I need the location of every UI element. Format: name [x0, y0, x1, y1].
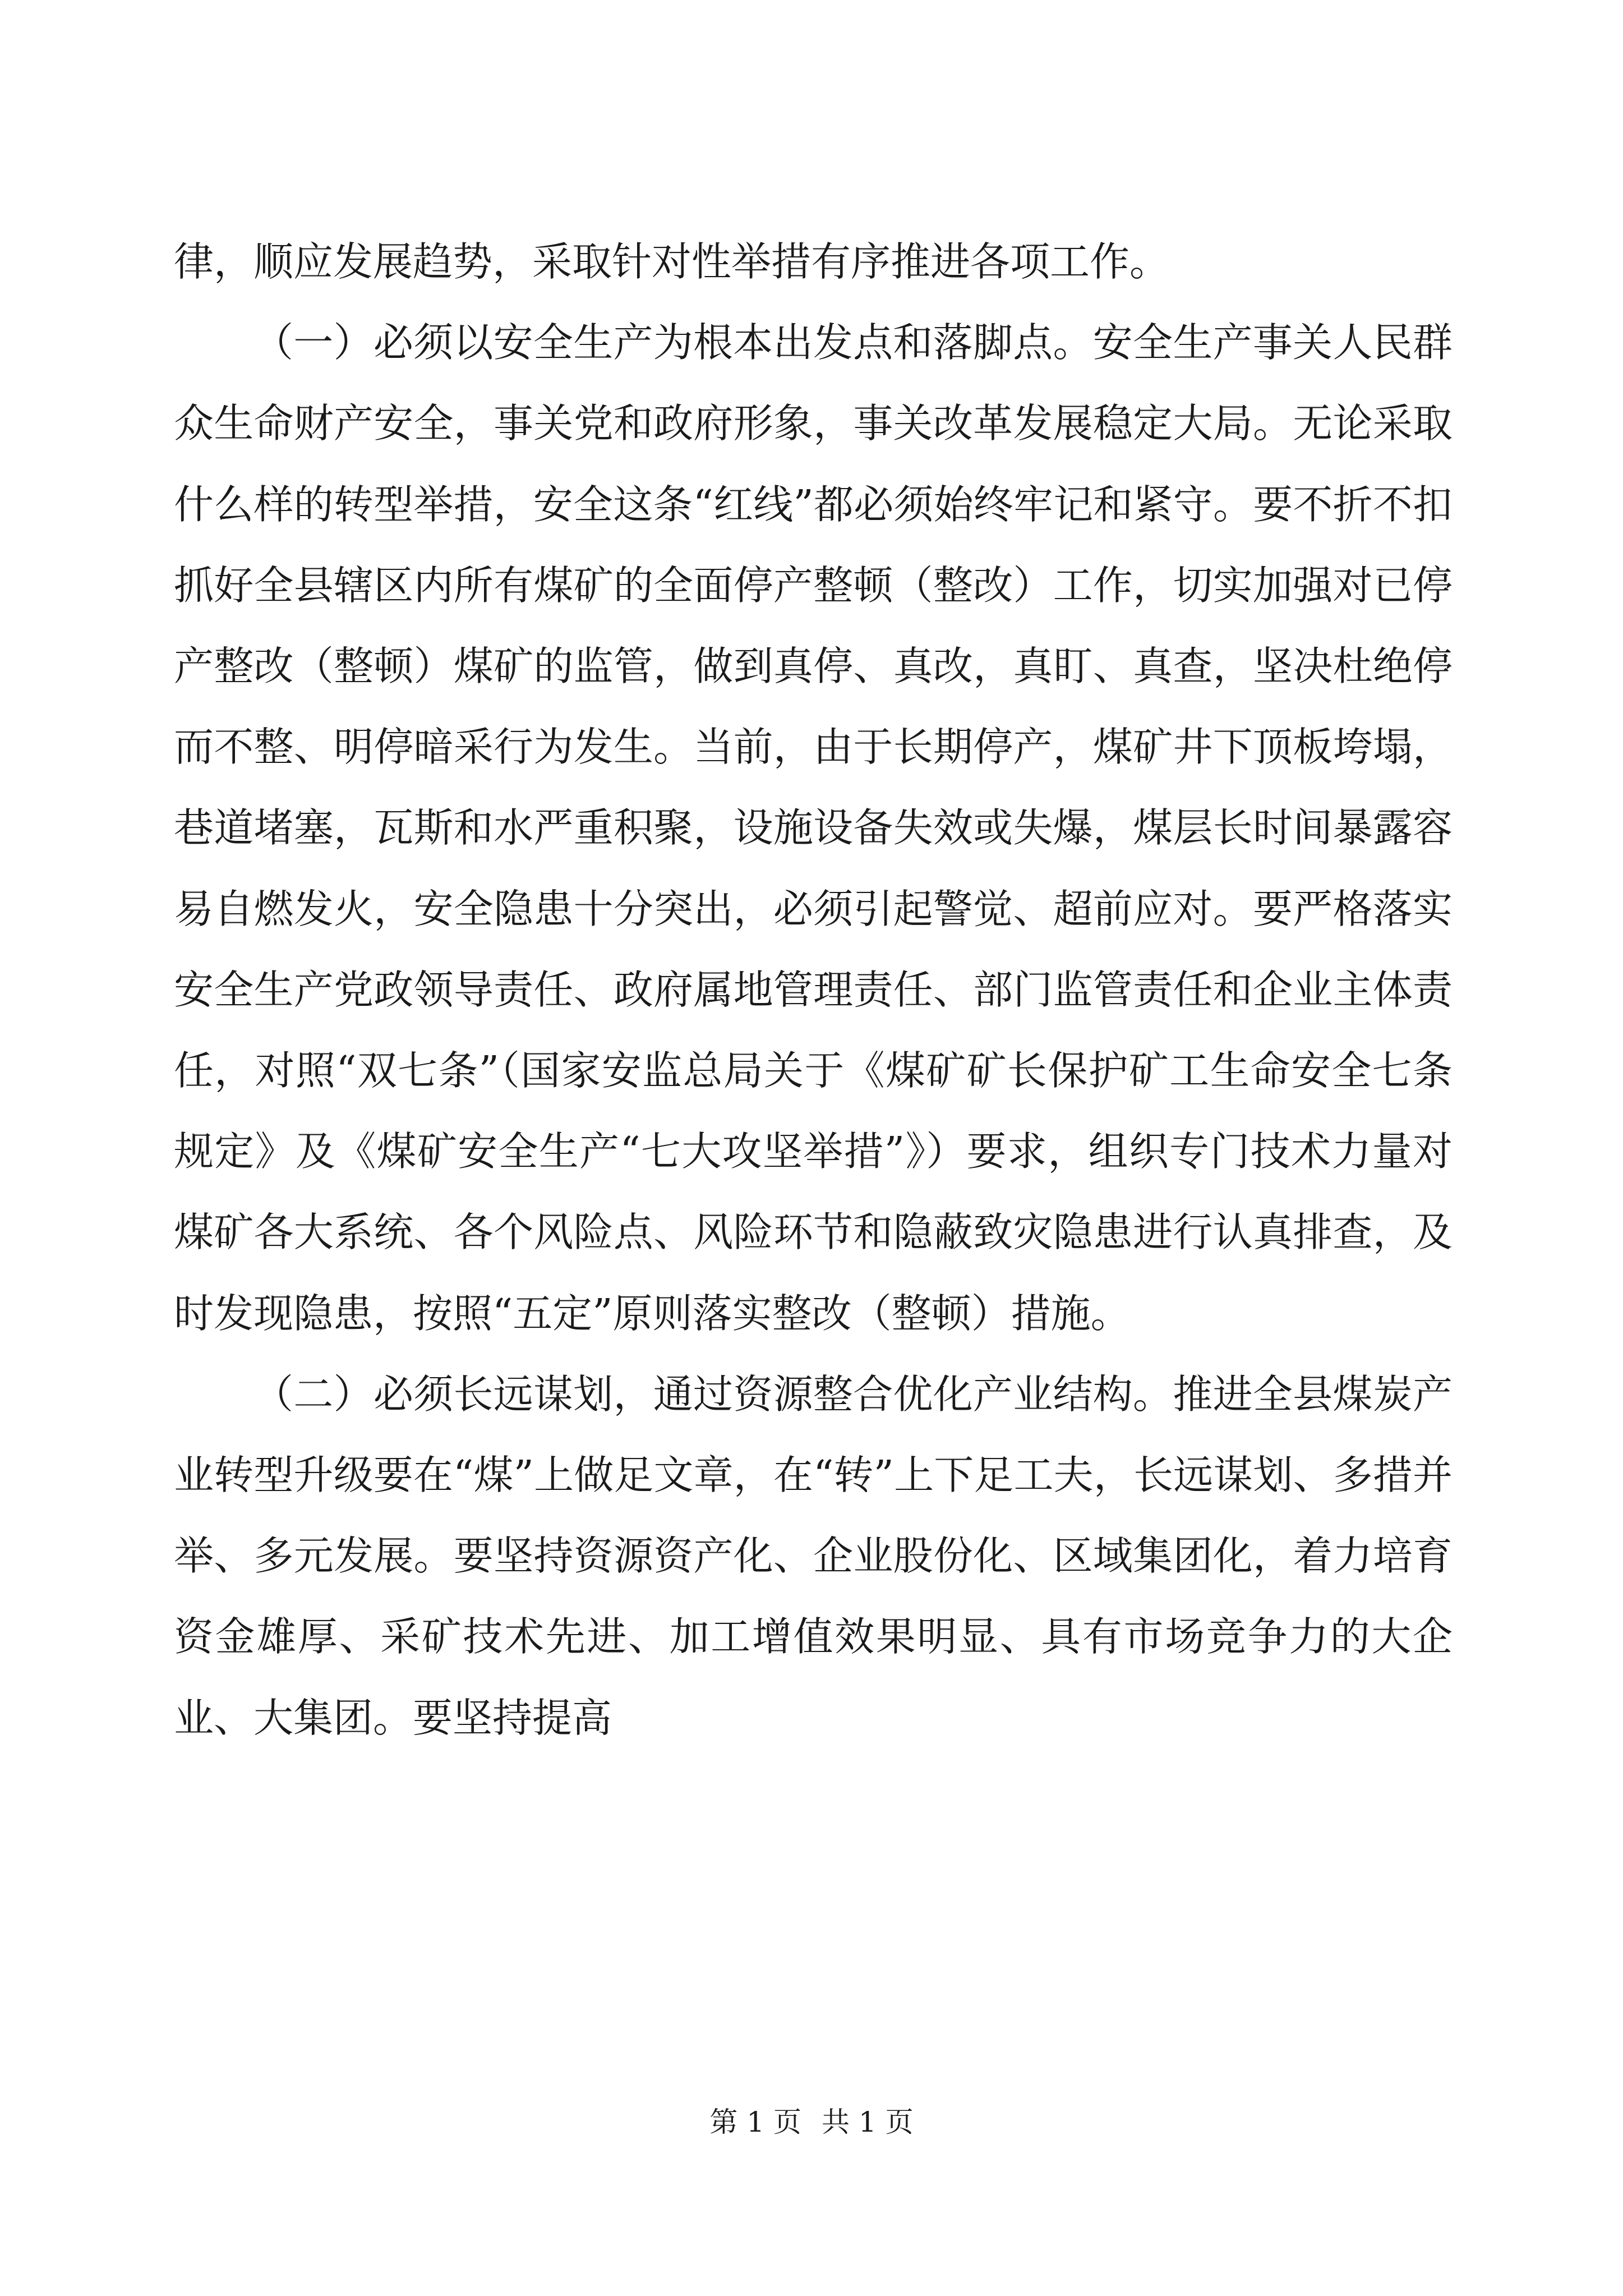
page-footer	[0, 2105, 1623, 2139]
paragraph-continuation: 律，顺应发展趋势，采取针对性举措有序推进各项工作。	[174, 238, 1170, 285]
document-body	[174, 222, 1453, 1759]
page-total: 共 1 页	[822, 2106, 914, 2138]
paragraph-resource-integration: （二）必须长远谋划，通过资源整合优化产业结构。推进全县煤炭产业转型升级要在“煤”上做足文章，在“转”上下足工夫，长远谋划、多措并举、多元发展。要坚持资源资产化、企业股份化、区域集团化，着力培育资金雄厚、采矿技术先进、加工增值效果明显、具有市场竞争力的大企业、大集团。要坚持提高	[174, 1370, 1453, 1741]
paragraph-safety-production: （一）必须以安全生产为根本出发点和落脚点。安全生产事关人民群众生命财产安全，事关党和政府形象，事关改革发展稳定大局。无论采取什么样的转型举措，安全这条“红线”都必须始终牢记和紧守。要不折不扣抓好全县辖区内所有煤矿的全面停产整顿（整改）工作，切实加强对已停产整改（整顿）煤矿的监管，做到真停、真改，真盯、真查，坚决杜绝停而不整、明停暗采行为发生。当前，由于长期停产，煤矿井下顶板垮塌，巷道堵塞，瓦斯和水严重积聚，设施设备失效或失爆，煤层长时间暴露容易自燃发火，安全隐患十分突出，必须引起警觉、超前应对。要严格落实安全生产党政领导责任、政府属地管理责任、部门监管责任和企业主体责任，对照“双七条”（国家安监总局关于《煤矿矿长保护矿工生命安全七条规定》及《煤矿安全生产“七大攻坚举措”》）要求，组织专门技术力量对煤矿各大系统、各个风险点、风险环节和隐蔽致灾隐患进行认真排查，及时发现隐患，按照“五定”原则落实整改（整顿）措施。	[174, 319, 1453, 1337]
page-number: 第 1 页	[709, 2106, 801, 2138]
